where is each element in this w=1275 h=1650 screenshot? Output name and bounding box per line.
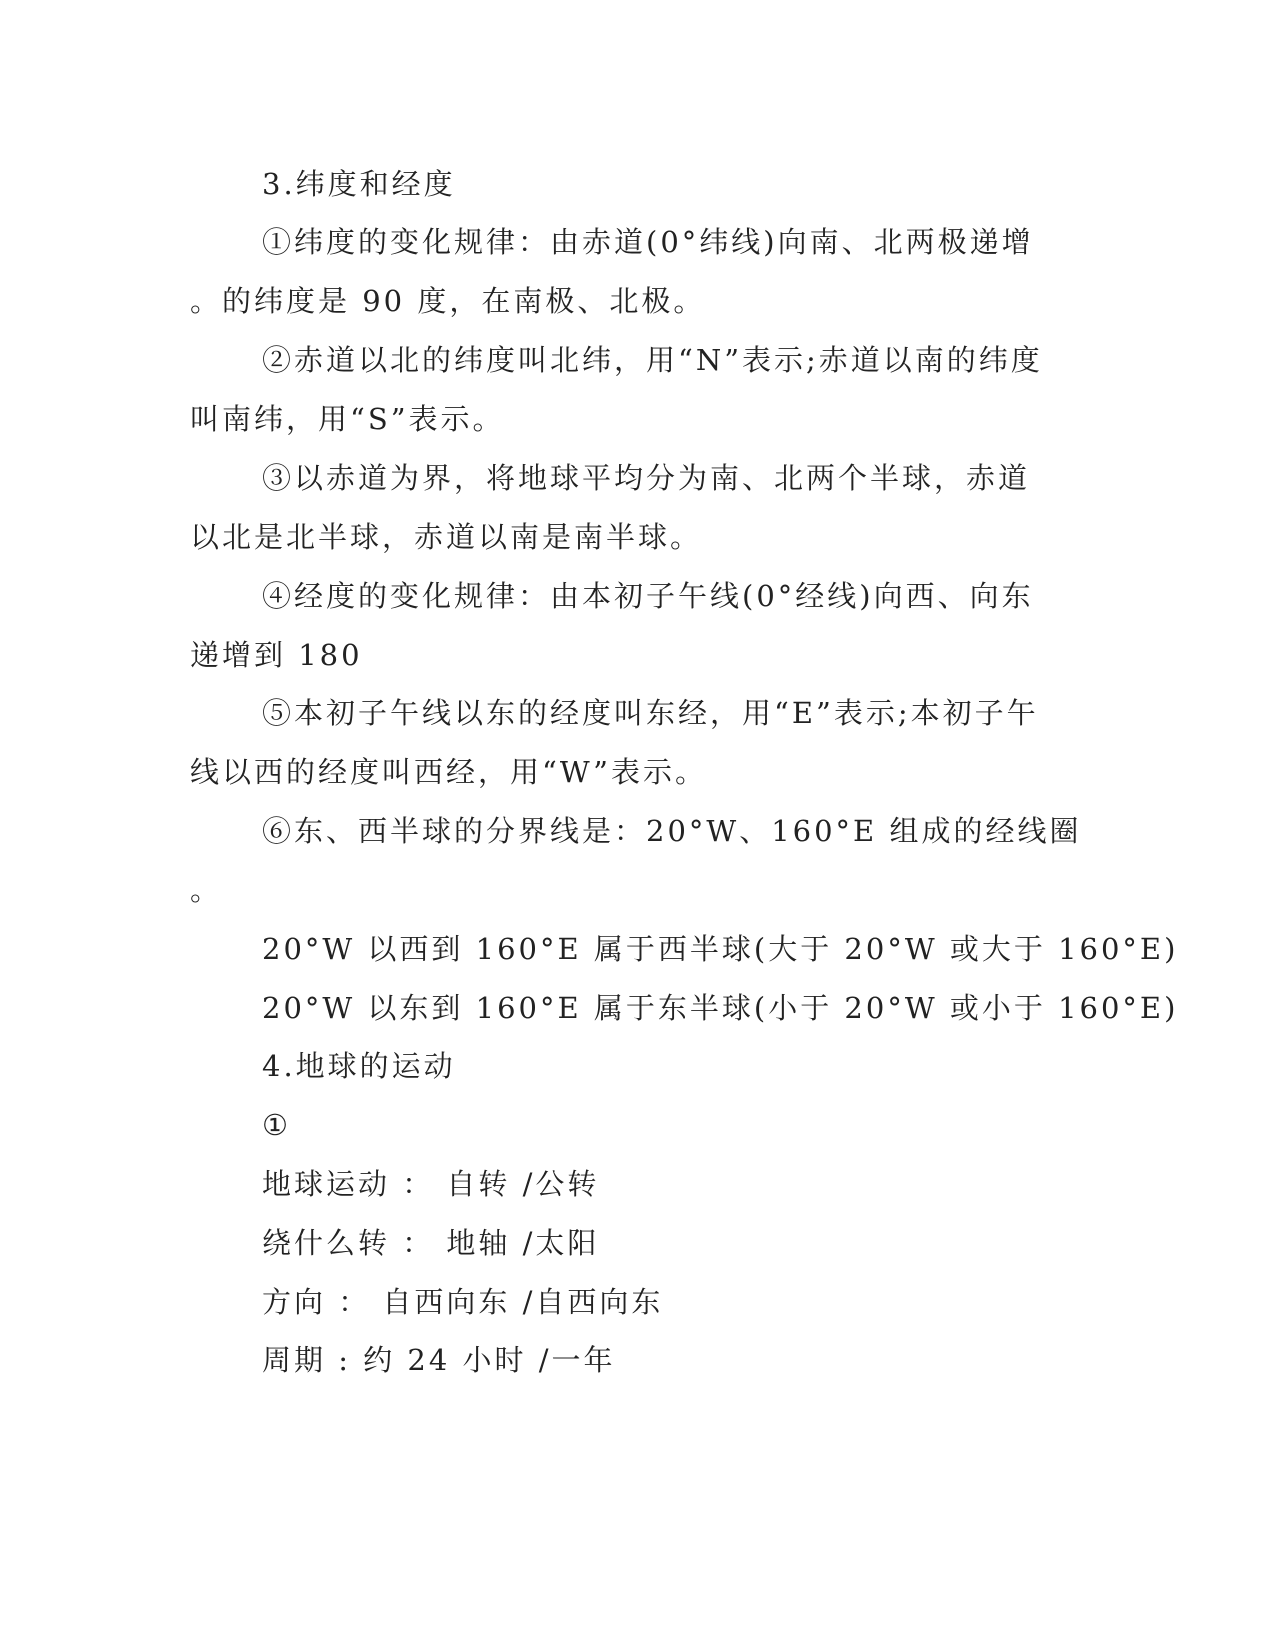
paragraph-line: 。的纬度是 90 度，在南极、北极。 [190, 284, 706, 318]
paragraph-line: 叫南纬，用“S”表示。 [190, 402, 505, 436]
motion-row-type: 地球运动 ： 自转 /公转 [262, 1167, 600, 1201]
paragraph-line: 20°W 以西到 160°E 属于西半球(大于 20°W 或大于 160°E) [262, 932, 1179, 966]
paragraph-line: 20°W 以东到 160°E 属于东半球(小于 20°W 或小于 160°E) [262, 991, 1179, 1025]
paragraph-line: ①纬度的变化规律：由赤道(0°纬线)向南、北两极递增 [262, 225, 1034, 259]
paragraph-line: ⑥东、西半球的分界线是：20°W、160°E 组成的经线圈 [262, 814, 1082, 848]
section-heading-earth-motion: 4.地球的运动 [262, 1049, 456, 1083]
paragraph-line: 。 [190, 873, 223, 907]
paragraph-line: 线以西的经度叫西经，用“W”表示。 [190, 755, 707, 789]
motion-row-direction: 方向 ： 自西向东 /自西向东 [262, 1285, 664, 1319]
paragraph-line: 以北是北半球，赤道以南是南半球。 [190, 520, 703, 554]
motion-row-period: 周期 : 约 24 小时 /一年 [262, 1343, 616, 1377]
paragraph-line: ②赤道以北的纬度叫北纬，用“N”表示;赤道以南的纬度 [262, 343, 1043, 377]
motion-row-axis: 绕什么转 ： 地轴 /太阳 [262, 1226, 600, 1260]
list-marker: ① [262, 1108, 291, 1142]
paragraph-line: ⑤本初子午线以东的经度叫东经，用“E”表示;本初子午 [262, 696, 1039, 730]
section-heading-latitude-longitude: 3.纬度和经度 [262, 167, 456, 201]
paragraph-line: ④经度的变化规律：由本初子午线(0°经线)向西、向东 [262, 579, 1034, 613]
paragraph-line: 递增到 180 [190, 638, 363, 672]
paragraph-line: ③以赤道为界，将地球平均分为南、北两个半球，赤道 [262, 461, 1031, 495]
